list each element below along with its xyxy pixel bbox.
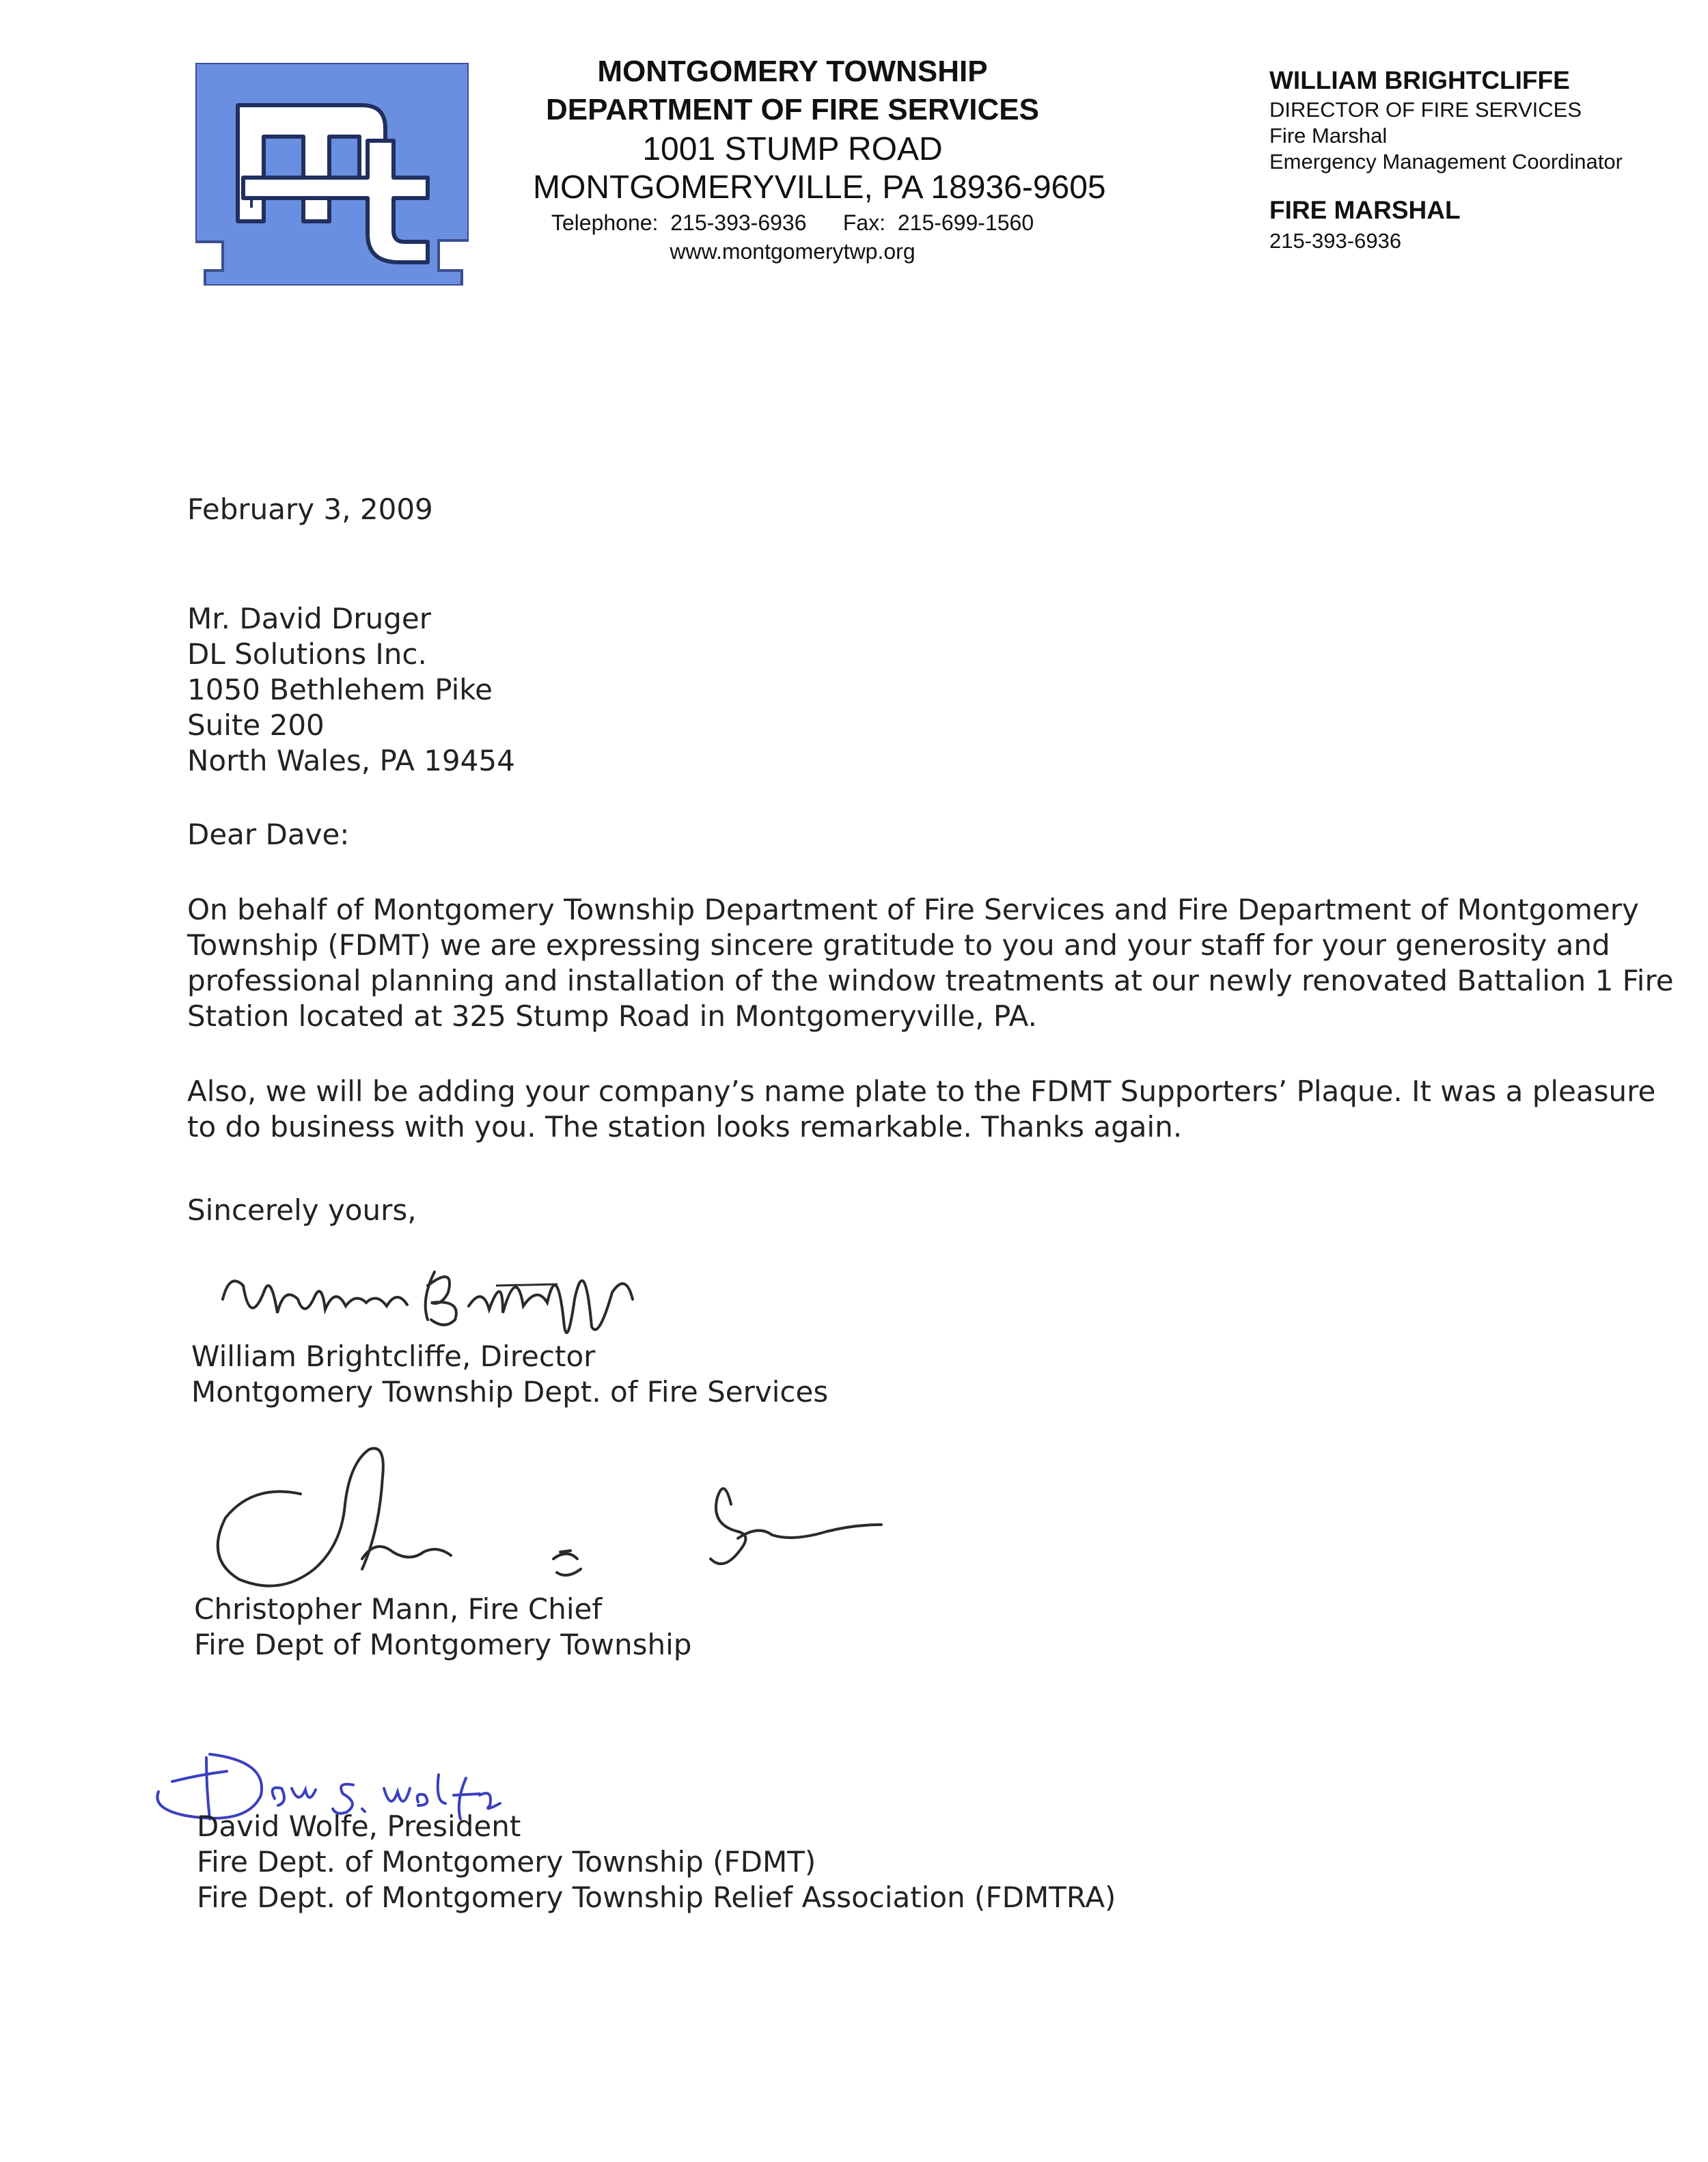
- dept-name: DEPARTMENT OF FIRE SERVICES: [545, 93, 1039, 126]
- letter-date: February 3, 2009: [187, 493, 433, 526]
- signatory-org: Fire Dept. of Montgomery Township (FDMT): [197, 1845, 816, 1879]
- director-title-1: DIRECTOR OF FIRE SERVICES: [1269, 98, 1582, 122]
- fire-marshal-phone: 215-393-6936: [1269, 229, 1402, 253]
- recipient-line: North Wales, PA 19454: [187, 744, 515, 777]
- signature-brightcliffe: [202, 1245, 749, 1347]
- body-paragraph-2: [187, 1074, 1655, 1145]
- city-state-zip: MONTGOMERYVILLE, PA 18936-9605: [533, 169, 1106, 206]
- signatory-3: [197, 1809, 1116, 1915]
- signatory-name-title: William Brightcliffe, Director: [191, 1340, 596, 1373]
- website: www.montgomerytwp.org: [670, 239, 915, 264]
- signatory-org: Montgomery Township Dept. of Fire Services: [191, 1375, 829, 1409]
- recipient-line: Mr. David Druger: [187, 602, 431, 635]
- paragraph-line: professional planning and installation of the window treatments at our newly renovated Battalion 1 Fire: [187, 964, 1674, 997]
- paragraph-line: to do business with you. The station looks remarkable. Thanks again.: [187, 1110, 1183, 1144]
- phone-fax-line: Telephone: 215-393-6936 Fax: 215-699-1560: [551, 210, 1034, 235]
- director-title-2: Fire Marshal: [1269, 124, 1388, 148]
- signatory-org: Fire Dept of Montgomery Township: [194, 1628, 692, 1661]
- recipient-line: 1050 Bethlehem Pike: [187, 673, 493, 706]
- signatory-name-title: Christopher Mann, Fire Chief: [194, 1592, 603, 1626]
- paragraph-line: On behalf of Montgomery Township Department of Fire Services and Fire Department of Montgomery: [187, 893, 1639, 926]
- signature-mann: [198, 1422, 895, 1600]
- township-logo: [195, 63, 469, 286]
- fire-marshal-label: FIRE MARSHAL: [1269, 196, 1461, 224]
- recipient-line: Suite 200: [187, 708, 325, 742]
- body-paragraph-1: [187, 892, 1674, 1034]
- paragraph-line: Station located at 325 Stump Road in Montgomeryville, PA.: [187, 999, 1037, 1033]
- salutation: Dear Dave:: [187, 818, 350, 851]
- street-address: 1001 STUMP ROAD: [642, 131, 943, 167]
- signatory-2: [194, 1592, 691, 1663]
- recipient-line: DL Solutions Inc.: [187, 637, 427, 671]
- paragraph-line: Township (FDMT) we are expressing sincere gratitude to you and your staff for your generosity and: [187, 928, 1610, 962]
- recipient-address: [187, 601, 515, 779]
- signatory-name-title: David Wolfe, President: [197, 1810, 521, 1843]
- signatory-1: [191, 1339, 828, 1410]
- org-name: MONTGOMERY TOWNSHIP: [597, 55, 988, 88]
- director-title-3: Emergency Management Coordinator: [1269, 150, 1623, 174]
- director-name: WILLIAM BRIGHTCLIFFE: [1269, 66, 1570, 94]
- closing: Sincerely yours,: [187, 1193, 417, 1227]
- signatory-org-2: Fire Dept. of Montgomery Township Relief Association (FDMTRA): [197, 1881, 1116, 1914]
- paragraph-line: Also, we will be adding your company’s name plate to the FDMT Supporters’ Plaque. It was a pleasure: [187, 1075, 1656, 1108]
